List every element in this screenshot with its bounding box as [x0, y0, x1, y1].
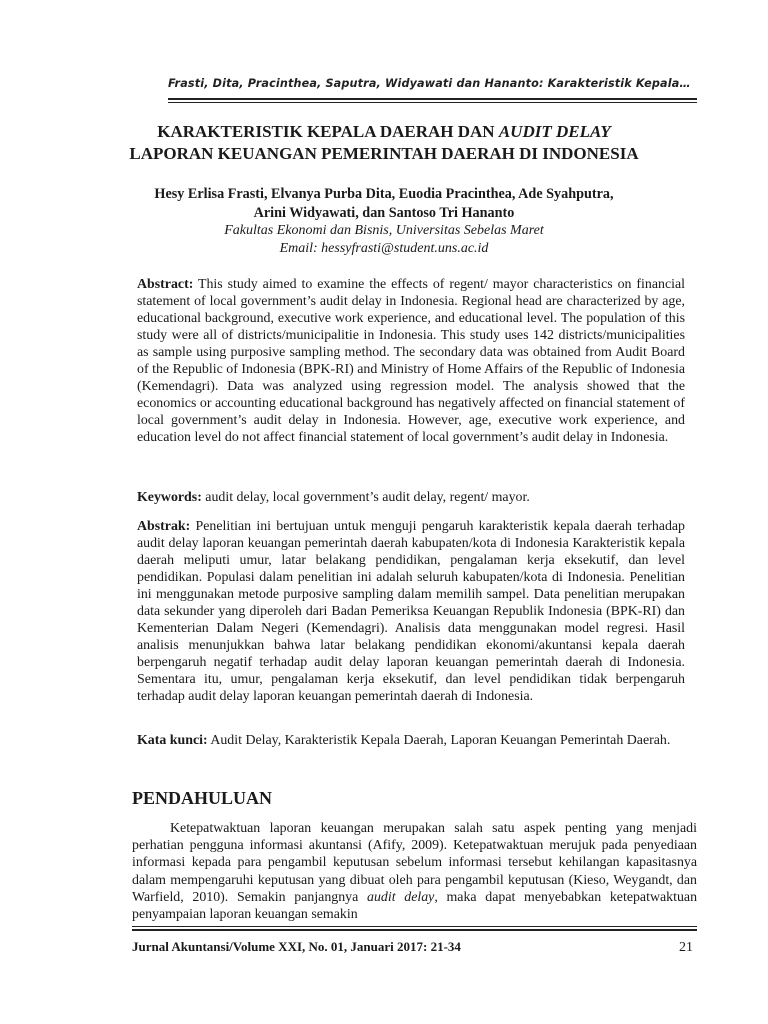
- abstract-indonesian: [137, 518, 685, 705]
- authors-line-2: Arini Widyawati, dan Santoso Tri Hananto: [253, 205, 515, 221]
- abstract-english-label: Abstract:: [137, 277, 194, 292]
- affiliation: [120, 222, 648, 258]
- footer-rule-thin: [132, 926, 697, 927]
- title-line-1-italic: AUDIT DELAY: [498, 122, 611, 141]
- paragraph: [132, 820, 697, 923]
- keywords-indonesian-text: Audit Delay, Karakteristik Kepala Daerah, Laporan Keuangan Pemerintah Daerah.: [207, 733, 671, 748]
- institution: Fakultas Ekonomi dan Bisnis, Universitas Sebelas Maret: [224, 223, 544, 238]
- body-text: [132, 820, 697, 923]
- keywords-english-text: audit delay, local government’s audit delay, regent/ mayor.: [201, 490, 530, 505]
- page-number: 21: [679, 940, 693, 955]
- author-email: Email: hessyfrasti@student.uns.ac.id: [279, 241, 489, 256]
- keywords-english: [137, 489, 685, 506]
- title-line-1: [120, 121, 648, 143]
- abstract-indonesian-text: Penelitian ini bertujuan untuk menguji pengaruh karakteristik kepala daerah terhadap audit delay laporan keuangan pemerintah daerah kabupaten/kota di Indonesia Karakteristik kepala daerah meliputi umur, latar belakang pendidikan, pengalaman kerja eksekutif, dan level pendidikan. Populasi dalam penelitian ini adalah seluruh kabupaten/kota di Indonesia. Penelitian ini menggunakan metode purposive sampling dalam memilih sampel. Data penelitian merupakan data sekunder yang diperoleh dari Badan Pemeriksa Keuangan Republik Indonesia (BPK-RI) dan Kementerian Dalam Negeri (Kemendagri). Analisis data menggunakan model regresi. Hasil analisis menunjukkan bahwa latar belakang pendidikan ekonomi/akuntansi kepala daerah berpengaruh negatif terhadap audit delay laporan keuangan pemerintah daerah di Indonesia. Sementara itu, umur, pengalaman kerja eksekutif, dan level pendidikan tidak berpengaruh terhadap audit delay laporan keuangan pemerintah daerah di Indonesia.: [137, 519, 685, 704]
- journal-citation: Jurnal Akuntansi/Volume XXI, No. 01, Januari 2017: 21-34: [132, 939, 461, 954]
- title-line-2: LAPORAN KEUANGAN PEMERINTAH DAERAH DI INDONESIA: [129, 144, 639, 163]
- keywords-indonesian: [137, 732, 685, 749]
- paragraph-italic-term: audit delay: [367, 889, 435, 905]
- article-title: [120, 121, 648, 165]
- paragraph-text-2: , maka dapat menyebabkan ketepatwaktuan penyampaian laporan keuangan semakin: [132, 889, 698, 923]
- paragraph-text-1: Ketepatwaktuan laporan keuangan merupakan salah satu aspek penting yang menjadi perhatian pengguna informasi akuntansi (Afify, 2009). Ketepatwaktuan merujuk pada penyediaan informasi kepada para pengambil keputusan sebelum informasi tersebut kehilangan kapasitasnya dalam mempengaruhi keputusan yang dibuat oleh para pengambil keputusan (Kieso, Weygandt, dan Warfield, 2010). Semakin panjangnya: [132, 821, 697, 905]
- keywords-english-label: Keywords:: [137, 490, 202, 505]
- abstract-indonesian-label: Abstrak:: [137, 519, 191, 534]
- running-head: Frasti, Dita, Pracinthea, Saputra, Widyawati dan Hananto: Karakteristik Kepala…: [168, 77, 691, 90]
- abstract-english: [137, 276, 685, 446]
- header-rule-thin: [168, 102, 697, 103]
- title-line-1-main: KARAKTERISTIK KEPALA DAERAH DAN: [157, 122, 499, 141]
- header-rule-thick: [168, 98, 697, 100]
- author-list: [120, 185, 648, 223]
- section-heading: PENDAHULUAN: [132, 788, 273, 808]
- authors-line-1: Hesy Erlisa Frasti, Elvanya Purba Dita, Euodia Pracinthea, Ade Syahputra,: [154, 186, 614, 202]
- abstract-english-text: This study aimed to examine the effects of regent/ mayor characteristics on financial statement of local government’s audit delay in Indonesia. Regional head are characterized by age, educational background, executive work experience, and educational level. The population of this study were all of districts/municipalitie in Indonesia. This study uses 142 districts/municipalities as sample using purposive sampling method. The secondary data was obtained from Audit Board of the Republic of Indonesia (BPK-RI) and Ministry of Home Affairs of the Republic of Indonesia (Kemendagri). Data was analyzed using regression model. The analysis showed that the economics or accounting educational background has negatively affected on financial statement of local government’s audit delay in Indonesia. However, age, executive work experience, and education level do not affect financial statement of local government’s audit delay in Indonesia.: [137, 277, 685, 445]
- keywords-indonesian-label: Kata kunci:: [137, 733, 208, 748]
- footer-rule-thick: [132, 929, 697, 931]
